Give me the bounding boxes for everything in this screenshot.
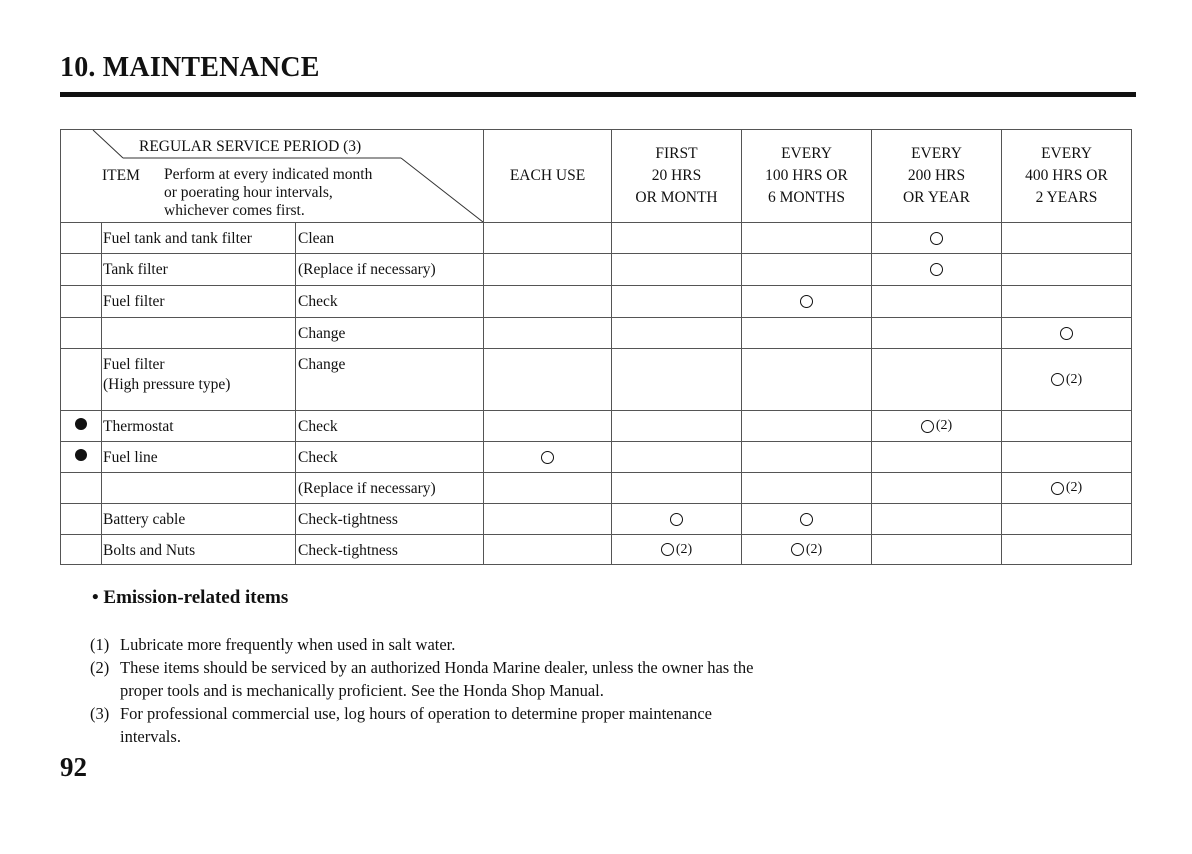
footnote-ref: (2) (675, 541, 693, 557)
interval-cell (872, 473, 1002, 504)
footnote-text: For professional commercial use, log hours of operation to determine proper maintenance intervals. (120, 704, 712, 746)
col-header-line: 100 HRS OR (765, 167, 848, 184)
table-row (61, 473, 1132, 504)
interval-cell (742, 254, 872, 286)
interval-cell (872, 535, 1002, 565)
col-header-line: FIRST (655, 145, 698, 162)
emission-marker-cell (61, 442, 102, 473)
interval-cell (872, 504, 1002, 535)
table-row (61, 411, 1132, 442)
interval-cell (1002, 535, 1132, 565)
interval-cell (484, 223, 612, 254)
col-header-200hrs (872, 130, 1002, 223)
item-name: Tank filter (103, 261, 168, 278)
interval-cell (1002, 223, 1132, 254)
item-name: Fuel tank and tank filter (103, 230, 252, 247)
item-name-cell (102, 318, 296, 349)
footnote-text: These items should be serviced by an authorized Honda Marine dealer, unless the owner has the proper tools and is mechanically proficient. See the Honda Shop Manual. (120, 658, 754, 700)
interval-cell (612, 254, 742, 286)
interval-cell (484, 442, 612, 473)
interval-cell (1002, 411, 1132, 442)
interval-cell (484, 254, 612, 286)
interval-cell (742, 318, 872, 349)
col-header-line: 20 HRS (651, 167, 702, 184)
emission-marker-cell (61, 411, 102, 442)
item-name: Fuel filter (103, 293, 165, 310)
emission-marker-cell (61, 286, 102, 318)
emission-marker-cell (61, 254, 102, 286)
perform-note (164, 166, 424, 220)
interval-cell (612, 535, 742, 565)
interval-cell (872, 318, 1002, 349)
item-name: Fuel filter (103, 356, 165, 373)
emission-bullet-icon (75, 449, 87, 461)
item-name-cell (102, 504, 296, 535)
interval-cell (1002, 442, 1132, 473)
action-cell: Clean (296, 223, 484, 254)
item-name-cell (102, 535, 296, 565)
item-name-cell (102, 286, 296, 318)
interval-cell (742, 504, 872, 535)
interval-cell (742, 349, 872, 411)
interval-cell (612, 473, 742, 504)
item-header-cell (61, 130, 484, 223)
col-header-line: EVERY (1041, 145, 1092, 162)
footnote-text: Lubricate more frequently when used in salt water. (120, 635, 456, 654)
action-cell: Check (296, 286, 484, 318)
service-period-label: REGULAR SERVICE PERIOD (3) (139, 138, 362, 155)
emission-marker-cell (61, 535, 102, 565)
footnote (90, 656, 770, 702)
action-cell: Check-tightness (296, 535, 484, 565)
footnotes (90, 633, 770, 748)
item-name: Bolts and Nuts (103, 542, 196, 559)
table-row (61, 504, 1132, 535)
emission-legend: • Emission-related items (92, 587, 289, 608)
page-title: 10. MAINTENANCE (60, 52, 320, 83)
action-cell: Change (296, 349, 484, 411)
interval-cell (484, 535, 612, 565)
action-cell: (Replace if necessary) (296, 254, 484, 286)
item-name-cell (102, 473, 296, 504)
item-name: Battery cable (103, 511, 186, 528)
interval-cell (612, 442, 742, 473)
interval-cell (484, 318, 612, 349)
emission-marker-cell (61, 349, 102, 411)
service-mark-icon (791, 543, 804, 556)
col-header-each-use (484, 130, 612, 223)
interval-cell (612, 504, 742, 535)
service-mark-icon (1051, 482, 1064, 495)
interval-cell (484, 504, 612, 535)
interval-cell (742, 286, 872, 318)
table-row (61, 254, 1132, 286)
col-header-line: 2 YEARS (1035, 189, 1098, 206)
interval-cell (872, 254, 1002, 286)
item-name-cell (102, 442, 296, 473)
interval-cell (1002, 318, 1132, 349)
footnote-ref: (2) (1065, 371, 1083, 387)
interval-cell (872, 349, 1002, 411)
service-mark-icon (1060, 327, 1073, 340)
footnote (90, 702, 770, 748)
footnote-ref: (2) (805, 541, 823, 557)
interval-cell (612, 349, 742, 411)
footnote-ref: (2) (935, 418, 953, 434)
emission-marker-cell (61, 318, 102, 349)
page-number: 92 (60, 752, 87, 782)
item-name: Fuel line (103, 449, 158, 466)
footnote-ref: (2) (1065, 480, 1083, 496)
item-name-cell (102, 411, 296, 442)
col-header-400hrs (1002, 130, 1132, 223)
interval-cell (742, 535, 872, 565)
action-cell: Check (296, 442, 484, 473)
service-mark-icon (930, 263, 943, 276)
interval-cell (742, 411, 872, 442)
interval-cell (612, 223, 742, 254)
footnote-number: (1) (90, 635, 110, 654)
emission-marker-cell (61, 504, 102, 535)
col-header-line: OR YEAR (902, 189, 971, 206)
perform-line: or poerating hour intervals, (164, 184, 333, 201)
interval-cell (1002, 286, 1132, 318)
emission-marker-cell (61, 223, 102, 254)
interval-cell (1002, 473, 1132, 504)
footnote-number: (3) (90, 704, 110, 723)
table-row (61, 223, 1132, 254)
emission-marker-cell (61, 473, 102, 504)
item-name: (High pressure type) (103, 376, 231, 393)
service-mark-icon (1051, 373, 1064, 386)
item-name-cell (102, 254, 296, 286)
service-mark-icon (921, 420, 934, 433)
col-header-line: 400 HRS OR (1025, 167, 1108, 184)
col-header-line: 200 HRS (907, 167, 966, 184)
col-header-line: EACH USE (509, 167, 586, 184)
service-mark-icon (670, 513, 683, 526)
col-header-line: OR MONTH (635, 189, 718, 206)
interval-cell (484, 473, 612, 504)
action-cell: Check (296, 411, 484, 442)
footnote (90, 633, 770, 656)
schedule-body (61, 223, 1132, 565)
service-mark-icon (661, 543, 674, 556)
col-header-line: 6 MONTHS (767, 189, 846, 206)
interval-cell (1002, 254, 1132, 286)
service-mark-icon (800, 513, 813, 526)
perform-line: Perform at every indicated month (164, 166, 373, 183)
header-row (61, 130, 1132, 223)
action-cell: (Replace if necessary) (296, 473, 484, 504)
emission-bullet-icon (75, 418, 87, 430)
table-row (61, 286, 1132, 318)
maintenance-schedule-table (60, 129, 1132, 565)
interval-cell (872, 411, 1002, 442)
col-header-line: EVERY (911, 145, 962, 162)
interval-cell (742, 442, 872, 473)
action-cell: Change (296, 318, 484, 349)
footnote-number: (2) (90, 658, 110, 677)
interval-cell (612, 318, 742, 349)
table-row (61, 535, 1132, 565)
interval-cell (484, 349, 612, 411)
col-header-100hrs (742, 130, 872, 223)
perform-line: whichever comes first. (164, 202, 305, 219)
col-header-line: EVERY (781, 145, 832, 162)
interval-cell (872, 223, 1002, 254)
table-row (61, 442, 1132, 473)
item-label: ITEM (102, 167, 140, 184)
interval-cell (1002, 349, 1132, 411)
service-mark-icon (541, 451, 554, 464)
table-row (61, 318, 1132, 349)
interval-cell (742, 223, 872, 254)
col-header-first-20hrs (612, 130, 742, 223)
interval-cell (612, 411, 742, 442)
item-name-cell (102, 223, 296, 254)
interval-cell (872, 442, 1002, 473)
interval-cell (484, 286, 612, 318)
interval-cell (484, 411, 612, 442)
item-name: Thermostat (103, 418, 174, 435)
service-mark-icon (800, 295, 813, 308)
table-row (61, 349, 1132, 411)
action-cell: Check-tightness (296, 504, 484, 535)
interval-cell (612, 286, 742, 318)
title-rule (60, 92, 1136, 97)
interval-cell (872, 286, 1002, 318)
service-mark-icon (930, 232, 943, 245)
interval-cell (742, 473, 872, 504)
item-name-cell (102, 349, 296, 411)
interval-cell (1002, 504, 1132, 535)
